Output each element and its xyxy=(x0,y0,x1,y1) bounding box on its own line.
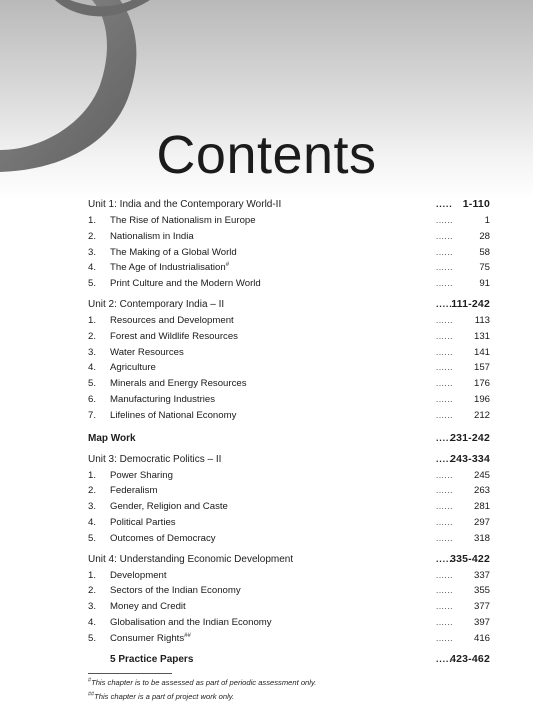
entry-number: 1. xyxy=(88,314,97,326)
entry-title: Forest and Wildlife Resources xyxy=(110,330,238,342)
footnote-mark: ## xyxy=(88,691,95,698)
toc-entry[interactable] xyxy=(88,631,492,647)
toc-entry[interactable] xyxy=(88,229,492,245)
practice-papers-title: 5 Practice Papers xyxy=(110,653,194,665)
entry-title: Lifelines of National Economy xyxy=(110,409,237,421)
entry-number: 5. xyxy=(88,278,97,290)
entry-page: 176 xyxy=(473,378,490,390)
entry-title: Power Sharing xyxy=(110,469,173,481)
entry-number: 6. xyxy=(88,393,97,405)
leader-dots: ...... xyxy=(436,502,453,512)
entry-number: 3. xyxy=(88,346,97,358)
leader-dots: ...... xyxy=(436,363,453,373)
entry-number: 5. xyxy=(88,378,97,390)
toc-entry[interactable] xyxy=(88,583,492,599)
entry-title: The Age of Industrialisation xyxy=(110,262,226,274)
entry-page: 281 xyxy=(473,501,490,513)
entry-page: 245 xyxy=(473,469,490,481)
unit-title: Unit 4: Understanding Economic Development xyxy=(88,553,294,565)
leader-dots: ...... xyxy=(436,486,453,496)
entry-number: 4. xyxy=(88,516,97,528)
footnote-mark: ## xyxy=(184,632,191,639)
leader-dots: ...... xyxy=(436,263,453,273)
toc-entry[interactable] xyxy=(88,615,492,631)
entry-title: Federalism xyxy=(110,485,158,497)
page-range: 335-422 xyxy=(450,552,490,565)
page-title: Contents xyxy=(156,125,377,185)
toc-entry[interactable] xyxy=(88,531,492,547)
leader-dots: ...... xyxy=(436,470,453,480)
entry-title: Minerals and Energy Resources xyxy=(110,378,247,390)
unit-heading[interactable] xyxy=(88,296,492,313)
toc-entry[interactable] xyxy=(88,392,492,408)
page-range: 111-242 xyxy=(451,297,490,310)
toc-entry[interactable] xyxy=(88,515,492,531)
leader-dots: ...... xyxy=(436,347,453,357)
toc-entry[interactable] xyxy=(88,468,492,484)
entry-number: 3. xyxy=(88,501,97,513)
footnote-text: This chapter is to be assessed as part of periodic assessment only. xyxy=(91,678,317,687)
entry-page: 75 xyxy=(479,262,490,274)
entry-number: 7. xyxy=(88,409,97,421)
entry-title: Resources and Development xyxy=(110,314,234,326)
entry-title: Money and Credit xyxy=(110,601,186,613)
entry-title: Consumer Rights xyxy=(110,632,185,644)
leader-dots: ...... xyxy=(436,570,453,580)
entry-page: 28 xyxy=(479,230,490,242)
entry-page: 157 xyxy=(473,362,490,374)
footnote-divider xyxy=(88,673,172,674)
leader-dots: ...... xyxy=(436,617,453,627)
leader-dots: ...... xyxy=(436,586,453,596)
entry-page: 263 xyxy=(473,485,490,497)
map-work-heading[interactable] xyxy=(88,430,492,447)
leader-dots: ..... xyxy=(436,298,453,309)
leader-dots: ...... xyxy=(436,379,453,389)
entry-title: The Making of a Global World xyxy=(110,246,237,258)
entry-page: 1 xyxy=(484,215,490,226)
toc-entry[interactable] xyxy=(88,483,492,499)
toc-entry[interactable] xyxy=(88,213,492,229)
entry-title: Development xyxy=(110,569,167,581)
toc-entry[interactable] xyxy=(88,376,492,392)
leader-dots: ...... xyxy=(436,247,453,257)
unit-title: Unit 1: India and the Contemporary World-II xyxy=(88,199,282,210)
page-range: 243-334 xyxy=(450,452,490,465)
entry-title: Agriculture xyxy=(110,362,156,374)
toc-entry[interactable] xyxy=(88,276,492,292)
entry-number: 2. xyxy=(88,485,97,497)
toc-entry[interactable] xyxy=(88,329,492,345)
entry-title: Print Culture and the Modern World xyxy=(110,278,261,290)
entry-number: 5. xyxy=(88,532,97,544)
toc-entry[interactable] xyxy=(88,360,492,376)
entry-number: 4. xyxy=(88,262,97,274)
leader-dots: ...... xyxy=(436,331,453,341)
entry-title-with-mark xyxy=(110,631,191,647)
footnote xyxy=(88,678,316,687)
toc-entry[interactable] xyxy=(88,499,492,515)
entry-page: 131 xyxy=(473,330,490,342)
entry-title: Political Parties xyxy=(110,516,176,528)
toc-entry[interactable] xyxy=(88,568,492,584)
map-work-title: Map Work xyxy=(88,432,136,444)
unit-heading[interactable] xyxy=(88,451,492,468)
toc-entry[interactable] xyxy=(88,345,492,361)
entry-page: 377 xyxy=(473,601,490,613)
entry-number: 2. xyxy=(88,585,97,597)
entry-page: 58 xyxy=(479,246,490,258)
entry-title: Gender, Religion and Caste xyxy=(110,501,228,513)
entry-page: 297 xyxy=(473,516,490,528)
entry-title: The Rise of Nationalism in Europe xyxy=(110,215,256,226)
footnote-mark: # xyxy=(88,677,92,684)
toc-entry[interactable] xyxy=(88,313,492,329)
leader-dots: ...... xyxy=(436,279,453,289)
entry-title: Water Resources xyxy=(110,346,184,358)
entry-number: 5. xyxy=(88,632,97,644)
leader-dots: ..... xyxy=(436,453,453,464)
leader-dots: ...... xyxy=(436,394,453,404)
entry-number: 4. xyxy=(88,362,97,374)
entry-page: 355 xyxy=(473,585,490,597)
leader-dots: ...... xyxy=(436,602,453,612)
unit-heading[interactable] xyxy=(88,196,492,213)
leader-dots: ..... xyxy=(436,199,453,209)
leader-dots: ..... xyxy=(436,653,453,664)
entry-title: Outcomes of Democracy xyxy=(110,532,216,544)
entry-number: 4. xyxy=(88,616,97,628)
entry-number: 1. xyxy=(88,469,97,481)
footnote-text: This chapter is a part of project work only. xyxy=(94,692,235,701)
unit-title: Unit 2: Contemporary India – II xyxy=(88,298,225,310)
toc-entry[interactable] xyxy=(88,599,492,615)
entry-page: 397 xyxy=(473,616,490,628)
leader-dots: ...... xyxy=(436,216,453,225)
entry-number: 2. xyxy=(88,230,97,242)
entry-number: 3. xyxy=(88,246,97,258)
leader-dots: ..... xyxy=(436,432,453,443)
footnote-mark: # xyxy=(225,262,230,269)
entry-number: 1. xyxy=(88,215,97,226)
entry-page: 337 xyxy=(473,569,490,581)
entry-page: 196 xyxy=(473,393,490,405)
leader-dots: ...... xyxy=(436,533,453,543)
entry-page: 318 xyxy=(473,532,490,544)
entry-page: 91 xyxy=(479,278,490,290)
practice-papers-heading[interactable] xyxy=(88,651,492,668)
toc-entry[interactable] xyxy=(88,408,492,424)
leader-dots: ...... xyxy=(436,231,453,241)
leader-dots: ..... xyxy=(436,553,453,564)
page-range: 231-242 xyxy=(450,431,490,444)
table-of-contents xyxy=(88,196,492,668)
entry-title-with-mark xyxy=(110,260,229,276)
page-range: 1-110 xyxy=(462,198,490,210)
leader-dots: ...... xyxy=(436,410,453,420)
entry-number: 2. xyxy=(88,330,97,342)
entry-number: 1. xyxy=(88,569,97,581)
unit-title: Unit 3: Democratic Politics – II xyxy=(88,453,222,465)
unit-heading[interactable] xyxy=(88,551,492,568)
entry-page: 212 xyxy=(473,409,490,421)
toc-entry[interactable] xyxy=(88,245,492,261)
page-range: 423-462 xyxy=(450,652,490,665)
entry-number: 3. xyxy=(88,601,97,613)
entry-page: 416 xyxy=(473,632,490,644)
entry-title: Manufacturing Industries xyxy=(110,393,216,405)
entry-page: 141 xyxy=(473,346,490,358)
footnote xyxy=(88,692,234,701)
entry-page: 113 xyxy=(474,314,490,326)
leader-dots: ...... xyxy=(436,517,453,527)
entry-title: Nationalism in India xyxy=(110,230,194,242)
leader-dots: ...... xyxy=(436,315,453,325)
leader-dots: ...... xyxy=(436,633,453,643)
toc-entry[interactable] xyxy=(88,260,492,276)
entry-title: Globalisation and the Indian Economy xyxy=(110,616,272,628)
entry-title: Sectors of the Indian Economy xyxy=(110,585,241,597)
